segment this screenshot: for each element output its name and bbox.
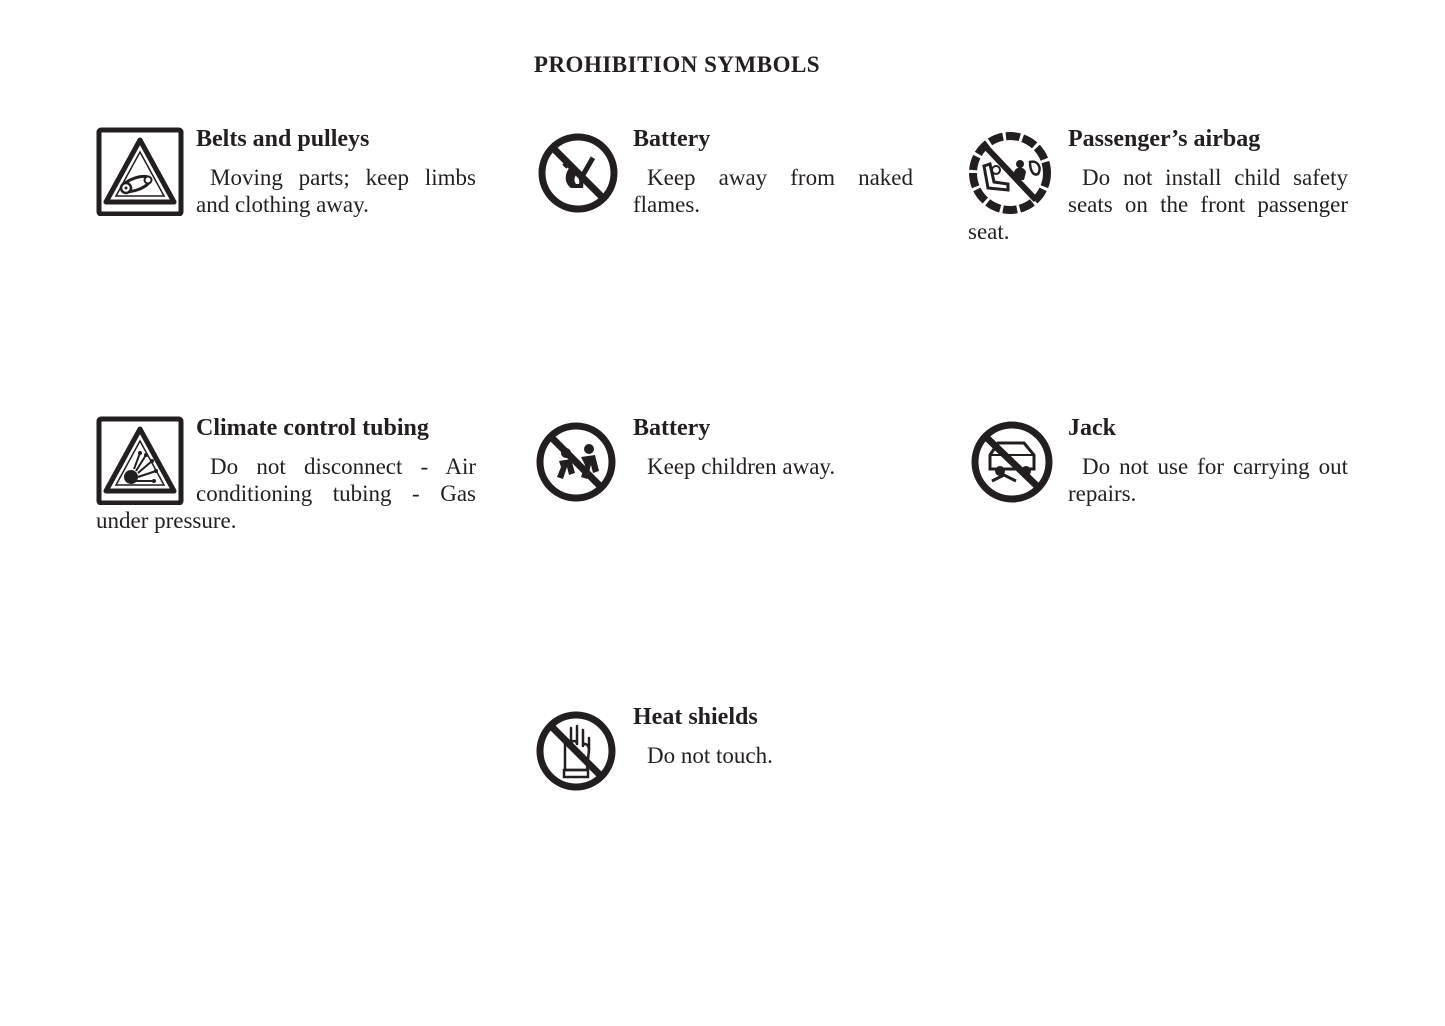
- page-title: PROHIBITION SYMBOLS: [533, 52, 821, 77]
- no-child-seat-airbag-icon: [968, 126, 1058, 216]
- symbol-title: Jack: [1068, 415, 1116, 441]
- symbol-description: Do not use for carrying out repairs.: [1068, 454, 1348, 506]
- symbol-entry-climate-tubing: [96, 415, 476, 534]
- symbol-title: Climate control tubing: [196, 415, 429, 441]
- symbol-description: Keep children away.: [647, 454, 836, 479]
- symbol-entry-jack: [968, 415, 1348, 507]
- symbol-title: Belts and pulleys: [196, 126, 370, 152]
- symbol-title: Battery: [633, 126, 711, 152]
- symbol-entry-belts-pulleys: [96, 126, 476, 218]
- symbol-entry-battery-flames: [533, 126, 913, 218]
- symbol-description: Keep away from naked flames.: [633, 165, 913, 217]
- symbol-description: Do not disconnect - Air conditioning tubing - Gas under pressure.: [96, 454, 476, 533]
- no-naked-flames-icon: [533, 126, 623, 216]
- symbol-description: Moving parts; keep limbs and clothing away.: [196, 165, 476, 217]
- belts-pulleys-warning-icon: [96, 126, 186, 216]
- symbol-description: Do not touch.: [647, 743, 773, 768]
- symbol-entry-battery-children: [533, 415, 913, 507]
- symbol-entry-passenger-airbag: [968, 126, 1348, 245]
- do-not-touch-icon: [533, 704, 623, 794]
- no-repairs-on-jack-icon: [968, 415, 1058, 505]
- keep-children-away-icon: [533, 415, 623, 505]
- symbol-title: Heat shields: [633, 704, 758, 730]
- symbol-entry-heat-shields: [533, 704, 913, 796]
- symbol-title: Battery: [633, 415, 711, 441]
- pressurized-gas-warning-icon: [96, 415, 186, 505]
- symbol-title: Passenger’s airbag: [1068, 126, 1261, 152]
- symbol-description: Do not install child safety seats on the front passenger seat.: [968, 165, 1348, 244]
